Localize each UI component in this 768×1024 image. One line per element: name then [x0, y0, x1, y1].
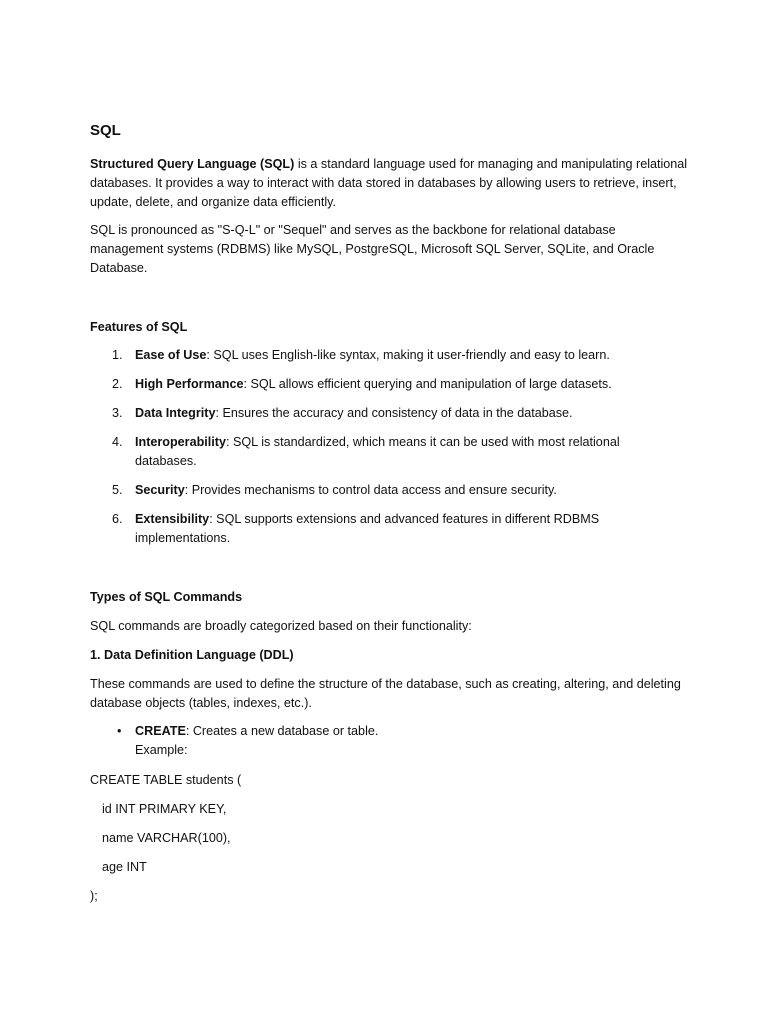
- feature-desc: : SQL supports extensions and advanced features in different RDBMS implementations.: [135, 512, 600, 545]
- create-desc: : Creates a new database or table.: [185, 724, 379, 738]
- feature-desc: : Provides mechanisms to control data access and ensure security.: [184, 483, 557, 497]
- bullet-icon: •: [117, 724, 122, 738]
- types-intro: SQL commands are broadly categorized based on their functionality:: [90, 619, 472, 633]
- feature-desc: : SQL uses English-like syntax, making it user-friendly and easy to learn.: [206, 348, 610, 362]
- list-number: 6.: [112, 512, 123, 526]
- features-heading: [90, 318, 690, 337]
- feature-desc: : SQL allows efficient querying and manipulation of large datasets.: [243, 377, 612, 391]
- intro-term: Structured Query Language (SQL): [90, 157, 295, 171]
- list-item: [90, 375, 635, 394]
- feature-term: Ease of Use: [135, 348, 207, 362]
- create-bullet-item: [90, 722, 595, 760]
- feature-term: Security: [135, 483, 185, 497]
- feature-term: Data Integrity: [135, 406, 216, 420]
- code-line: name VARCHAR(100),: [102, 831, 231, 845]
- intro-paragraph: [90, 155, 690, 212]
- feature-desc: : Ensures the accuracy and consistency of data in the database.: [215, 406, 573, 420]
- list-item: [90, 404, 635, 423]
- code-line: id INT PRIMARY KEY,: [102, 802, 227, 816]
- code-line: age INT: [102, 860, 147, 874]
- feature-term: Interoperability: [135, 435, 226, 449]
- code-line: );: [90, 889, 98, 903]
- example-label: Example:: [135, 743, 188, 757]
- feature-desc: : SQL is standardized, which means it can be used with most relational databases.: [135, 435, 620, 468]
- list-item: [90, 433, 635, 471]
- ddl-description: These commands are used to define the structure of the database, such as creating, altering, and deleting database objects (tables, indexes, etc.).: [90, 677, 681, 710]
- types-heading-text: Types of SQL Commands: [90, 590, 243, 604]
- code-line: CREATE TABLE students (: [90, 773, 242, 787]
- ddl-heading-text: 1. Data Definition Language (DDL): [90, 648, 294, 662]
- list-number: 3.: [112, 406, 123, 420]
- list-item: [90, 346, 635, 365]
- features-heading-text: Features of SQL: [90, 320, 188, 334]
- page-title: SQL: [90, 122, 121, 139]
- feature-term: High Performance: [135, 377, 244, 391]
- list-number: 5.: [112, 483, 123, 497]
- pronunciation-paragraph: SQL is pronounced as "S-Q-L" or "Sequel" and serves as the backbone for relational database management systems (RDBMS) like MySQL, PostgreSQL, Microsoft SQL Server, SQLite, and Oracle Database.: [90, 223, 655, 275]
- features-list: [90, 346, 690, 558]
- list-number: 1.: [112, 348, 123, 362]
- list-number: 2.: [112, 377, 123, 391]
- intro-text: is a standard language used for managing and manipulating relational databases. It provides a way to interact with data stored in databases by allowing users to retrieve, insert, update, delete, and organize data efficiently.: [90, 157, 688, 209]
- list-item: [90, 510, 635, 548]
- create-term: CREATE: [135, 724, 186, 738]
- list-item: [90, 481, 635, 500]
- types-heading: [90, 588, 690, 607]
- ddl-heading: [90, 646, 690, 665]
- list-number: 4.: [112, 435, 123, 449]
- feature-term: Extensibility: [135, 512, 210, 526]
